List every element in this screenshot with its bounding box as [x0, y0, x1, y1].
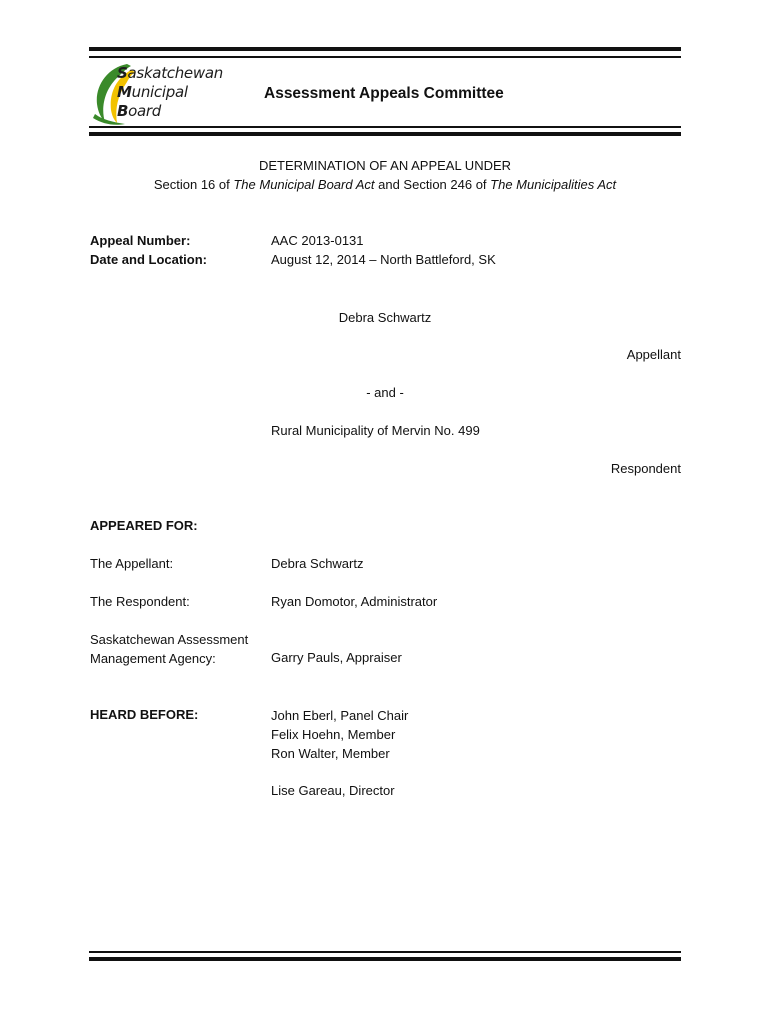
panel-member: Felix Hoehn, Member [271, 727, 396, 742]
header-rule-thin [89, 126, 681, 128]
appellant-label: The Appellant: [90, 556, 174, 571]
bottom-rule-thick [89, 957, 681, 961]
date-location-label: Date and Location: [90, 252, 208, 267]
agency-label-line-2: Management Agency: [90, 651, 216, 666]
bottom-rule-thin [89, 951, 681, 953]
appeared-for-heading: APPEARED FOR: [90, 518, 198, 533]
director: Lise Gareau, Director [271, 783, 395, 798]
top-rule-thin [89, 56, 681, 58]
respondent-label: The Respondent: [90, 594, 190, 609]
appellant-role: Appellant [626, 347, 681, 362]
agency-label-line-1: Saskatchewan Assessment [90, 632, 249, 647]
appellant-representative: Debra Schwartz [271, 556, 364, 571]
respondent-role: Respondent [610, 461, 681, 476]
agency-representative: Garry Pauls, Appraiser [271, 650, 402, 665]
appeal-number-label: Appeal Number: [90, 233, 191, 248]
saskatchewan-municipal-board-logo [89, 60, 259, 126]
determination-heading: DETERMINATION OF AN APPEAL UNDER [258, 158, 512, 173]
committee-title: Assessment Appeals Committee [264, 85, 504, 102]
logo-wordmark: Saskatchewan Municipal Board [117, 64, 223, 120]
panel-members-list [271, 706, 408, 763]
and-separator: - and - [366, 385, 404, 400]
date-location-value: August 12, 2014 – North Battleford, SK [271, 252, 496, 267]
heard-before-heading: HEARD BEFORE: [90, 707, 199, 722]
appellant-name: Debra Schwartz [338, 310, 432, 325]
header-rule-thick [89, 132, 681, 136]
respondent-name: Rural Municipality of Mervin No. 499 [271, 423, 480, 438]
panel-member: Ron Walter, Member [271, 746, 390, 761]
agency-label [90, 630, 248, 668]
panel-member: John Eberl, Panel Chair [271, 708, 409, 723]
top-rule-thick [89, 47, 681, 51]
respondent-representative: Ryan Domotor, Administrator [271, 594, 438, 609]
appeal-number-value: AAC 2013-0131 [271, 233, 364, 248]
determination-subheading: Section 16 of The Municipal Board Act and Section 246 of The Municipalities Act [153, 177, 617, 192]
